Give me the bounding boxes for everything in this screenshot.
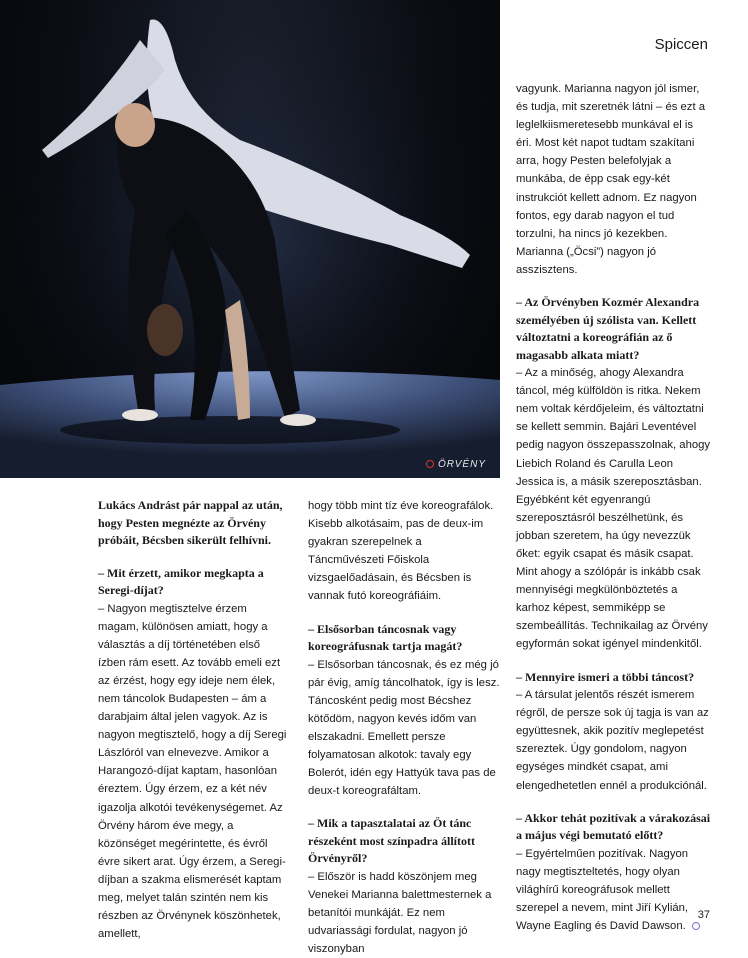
end-of-article-icon — [692, 922, 700, 930]
interview-question: – Akkor tehát pozitívak a várakozásai a május végi bemutató előtt? — [516, 810, 711, 843]
body-paragraph: – Elsősorban táncosnak, és ez még jó pár évig, amíg táncolhatok, így is lesz. Táncosként pedig most Bécshez kötődöm, nagyon kevés időm van elszakadni. Emellett persze folyamatosan alkotok: tavaly egy Bolerót, idén egy Hattyúk tava pas de deux-t koreografáltam. — [308, 658, 500, 798]
interview-question: – Mit érzett, amikor megkapta a Seregi-díjat? — [98, 565, 264, 597]
intro-paragraph: Lukács Andrást pár nappal az után, hogy Pesten megnézte az Örvény próbáit, Bécsben sikerült felhívni. — [98, 498, 283, 547]
section-label: Spiccen — [654, 36, 708, 53]
dance-photo — [0, 0, 500, 478]
credit-circle-icon — [426, 460, 434, 468]
photo-credit — [426, 459, 486, 470]
interview-question: – Az Örvényben Kozmér Alexandra személyében új szólista van. Kellett változtatni a koreográfián az ő magasabb alkata miatt? — [516, 295, 700, 362]
body-paragraph: – Egyértelműen pozitívak. Nagyon nagy megtiszteltetés, hogy olyan világhírű koreográfusok mellett szerepel a nevem, mint Jiří Kylián, Wayne Eagling és David Dawson. — [516, 845, 711, 935]
column-left — [98, 497, 290, 943]
body-paragraph: vagyunk. Marianna nagyon jól ismer, és tudja, mit szeretnék látni – és ezt a leglelkiismeretesebb munkával el is éri. Most két napot tudtam szakítani arra, hogy Pesten belefolyjak a munkába, de épp csak egy-két instrukciót kellett adnom. Ez nagyon fontos, egy darab nagyon el tud torzulni, ha nincs jó kezekben. Marianna („Öcsi”) nagyon jó asszisztens. — [516, 83, 706, 276]
column-middle — [308, 497, 500, 958]
body-paragraph: – A társulat jelentős részét ismerem régről, de persze sok új tagja is van az együttesnek, akik pozitív meglepetést szereztek. Úgy gondolom, nagyon egységes mindkét csapat, ami elengedhetetlen ennél a produkciónál. — [516, 689, 709, 792]
photo-credit-text: ÖRVÉNY — [437, 459, 486, 470]
interview-question: – Mennyire ismeri a többi táncost? — [516, 669, 695, 684]
body-paragraph: – Nagyon megtisztelve érzem magam, különösen amiatt, hogy a választás a díj történetében első ízben rám esett. Az tovább emeli ezt az érzést, hogy egy ideje nem élek, nem táncolok Budapesten – ám a darabjaim által jelen vagyok. Az is nagyon megtisztelő, hogy a díj Seregi Lászlóról van elnevezve. Amikor a Harangozó-díjat kaptam, hasonlóan éreztem. Úgy érzem, ez a két név igazolja alkotói tevékenységemet. Az Örvény három éve megy, a közönséget megérintette, és évről évre sikert arat. Úgy érzem, a Seregi-díjban a szakma elismerését kaptam meg, melyet talán szintén nem kis részben az Örvénynek köszönhetek, amellett, — [98, 602, 287, 941]
body-paragraph: – Az a minőség, ahogy Alexandra táncol, még külföldön is ritka. Nekem nem voltak kérdőjeleim, és változtatni se kellett semmin. Bajári Leventével pedig nagyon összepasszolnak, ahogy Liebich Roland és Carulla Leon Jessica is, a másik szereposztásban. Egyébként két egyenrangú szereposztásról beszélhetünk, és jobban szeretem, ha úgy nevezzük őket: egyik csapat és másik csapat. Mint ahogy a szólópár is inkább csak mennyiségi megkülönböztetés a karhoz képest, semmiképp se szembeállítás. Technikailag az Örvény egyformán sokat igényel mindenkitől. — [516, 367, 711, 651]
interview-question: – Elsősorban táncosnak vagy koreográfusnak tartja magát? — [308, 621, 463, 654]
interview-question: – Mik a tapasztalatai az Öt tánc részeként most színpadra állított Örvényről? — [308, 816, 475, 866]
page-number: 37 — [697, 909, 710, 921]
body-paragraph: – Először is hadd köszönjem meg Venekei Marianna balettmesternek a betanítói munkáját. Ez nem udvariassági fordulat, nagyon jó viszonyban — [308, 870, 492, 956]
column-right — [516, 80, 711, 935]
body-paragraph: hogy több mint tíz éve koreografálok. Kisebb alkotásaim, pas de deux-im gyakran szerepelnek a Táncművészeti Főiskola vizsgaelőadásain, és Bécsben is vannak futó koreográfiáim. — [308, 500, 494, 603]
dancers-illustration — [0, 0, 500, 478]
